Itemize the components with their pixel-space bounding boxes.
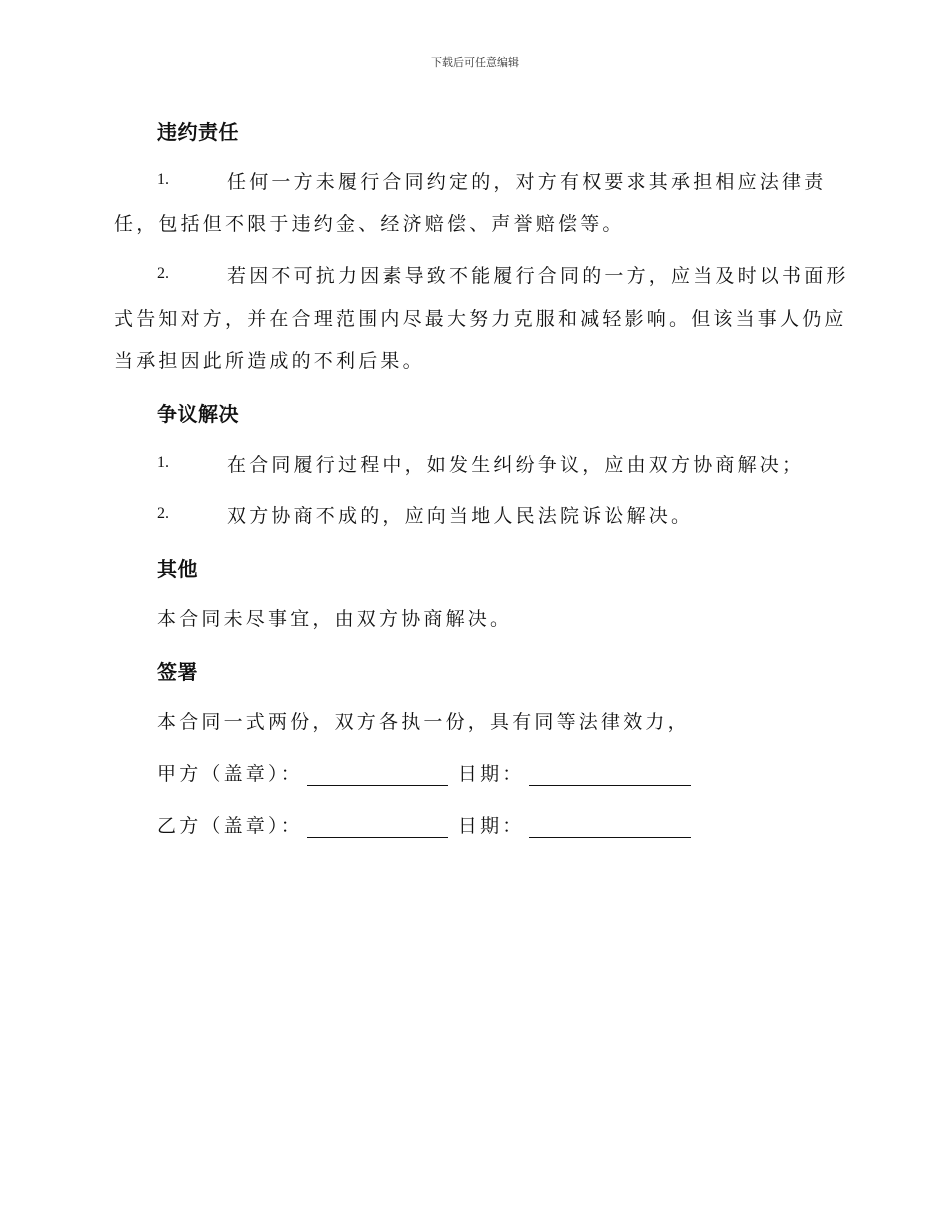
paragraph-line: 式告知对方，并在合理范围内尽最大努力克服和减轻影响。但该当事人仍应 — [114, 308, 847, 330]
paragraph-line: 本合同未尽事宜，由双方协商解决。 — [157, 608, 513, 630]
paragraph-line: 若因不可抗力因素导致不能履行合同的一方，应当及时以书面形 — [227, 265, 849, 287]
list-number: 1. — [157, 171, 169, 188]
section-heading-other: 其他 — [157, 557, 198, 581]
party-a-seal-blank[interactable] — [307, 765, 448, 786]
paragraph-line: 在合同履行过程中，如发生纠纷争议，应由双方协商解决； — [227, 454, 805, 476]
paragraph-line: 本合同一式两份，双方各执一份，具有同等法律效力， — [157, 711, 690, 733]
party-a-date-blank[interactable] — [529, 765, 691, 786]
date-label: 日期： — [457, 815, 525, 837]
party-b-label: 乙方（盖章）： — [157, 815, 303, 837]
party-a-label: 甲方（盖章）： — [157, 763, 303, 785]
list-number: 2. — [157, 505, 169, 522]
paragraph-line: 当承担因此所造成的不利后果。 — [114, 350, 425, 372]
paragraph-line: 任，包括但不限于违约金、经济赔偿、声誉赔偿等。 — [114, 213, 625, 235]
section-heading-breach: 违约责任 — [157, 120, 239, 144]
paragraph-line: 双方协商不成的，应向当地人民法院诉讼解决。 — [227, 505, 694, 527]
list-number: 2. — [157, 265, 169, 282]
page-header-note: 下载后可任意编辑 — [431, 56, 519, 69]
party-b-seal-blank[interactable] — [307, 817, 448, 838]
list-number: 1. — [157, 454, 169, 471]
party-a-signature-row — [157, 759, 691, 786]
section-heading-dispute: 争议解决 — [157, 402, 239, 426]
date-label: 日期： — [457, 763, 525, 785]
section-heading-signature: 签署 — [157, 660, 198, 684]
paragraph-line: 任何一方未履行合同约定的，对方有权要求其承担相应法律责 — [227, 171, 827, 193]
party-b-signature-row — [157, 811, 691, 838]
party-b-date-blank[interactable] — [529, 817, 691, 838]
